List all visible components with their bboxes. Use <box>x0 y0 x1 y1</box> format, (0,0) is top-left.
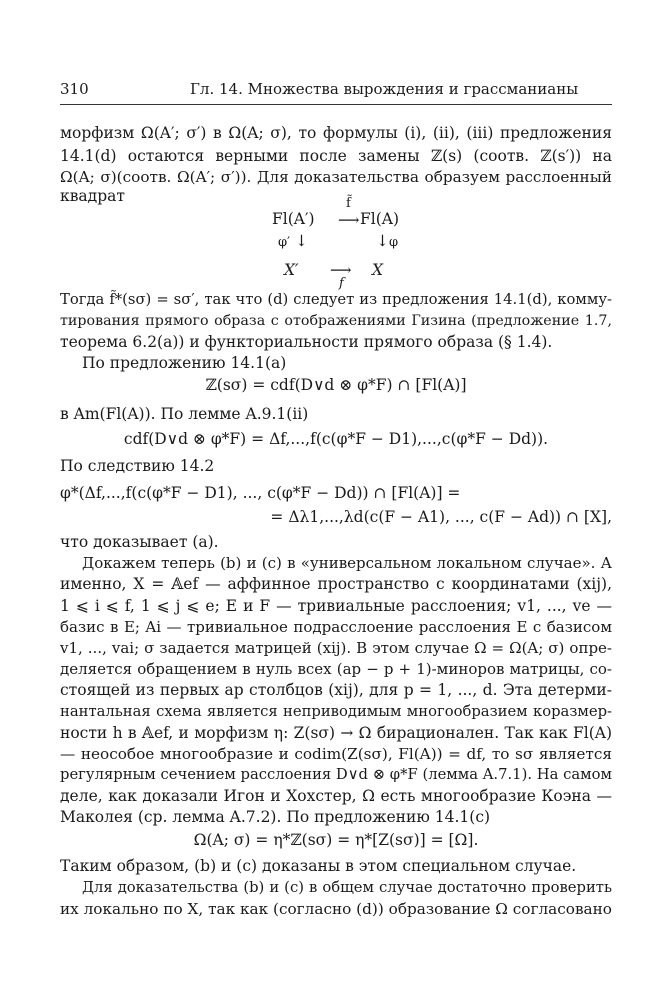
text-line: базис в E; Ai — тривиальное подрасслоение расслоения E с базисом <box>60 618 612 636</box>
text-line: нантальная схема является неприводимым многообразием коразмер- <box>60 703 612 720</box>
bottom-arrow-icon: ⟶ <box>330 261 352 279</box>
text-line: По следствию 14.2 <box>60 457 215 475</box>
text-line: 14.1(d) остаются верными после замены ℤ(s) (соотв. ℤ(s′)) на <box>60 147 612 165</box>
formula: ℤ(sσ) = cdf(D∨d ⊗ φ*F) ∩ [Fl(A)] <box>205 376 467 394</box>
page-number: 310 <box>60 80 89 98</box>
diagram-top-left: Fl(A′) <box>272 210 315 228</box>
text-line: в Am(Fl(A)). По лемме A.9.1(ii) <box>60 405 309 423</box>
text-line: Тогда f̃*(sσ) = sσ′, так что (d) следует из предложения 14.1(d), комму- <box>60 291 612 308</box>
text-line: Маколея (ср. лемма A.7.2). По предложению 14.1(c) <box>60 808 491 826</box>
text-line: — неособое многообразие и codim(Z(sσ), Fl(A)) = df, то sσ является <box>60 745 612 763</box>
diagram-top-right: Fl(A) <box>360 210 399 228</box>
down-arrow-icon: ↓ <box>295 232 308 250</box>
text-line: квадрат <box>60 187 125 205</box>
diagram-bottom-right: X <box>372 261 384 279</box>
formula: = Δλ1,...,λd(c(F − A1), ..., c(F − Ad)) ∩ [X], <box>270 508 612 526</box>
formula: φ*(Δf,...,f(c(φ*F − D1), ..., c(φ*F − Dd)) ∩ [Fl(A)] = <box>60 484 461 502</box>
top-arrow-icon: ⟶ <box>338 211 360 229</box>
diagram-right-arrow-label: φ <box>389 235 399 250</box>
text-line: регулярным сечением расслоения D∨d ⊗ φ*F (лемма A.7.1). На самом <box>60 766 612 783</box>
text-line: 1 ⩽ i ⩽ f, 1 ⩽ j ⩽ e; E и F — тривиальные расслоения; v1, ..., ve — <box>60 597 612 615</box>
running-header <box>60 80 612 102</box>
text-line: что доказывает (a). <box>60 533 219 551</box>
text-line: Таким образом, (b) и (c) доказаны в этом специальном случае. <box>60 857 577 875</box>
text-line: По предложению 14.1(a) <box>82 354 287 372</box>
down-arrow-icon: ↓ <box>376 232 389 250</box>
text-line: деле, как доказали Игон и Хохстер, Ω есть многообразие Коэна — <box>60 787 612 805</box>
diagram-top-arrow-label: f̃ <box>346 196 351 211</box>
text-line: ности h в 𝔸ef, и морфизм η: Z(sσ) → Ω бирационален. Так как Fl(A) <box>60 724 612 742</box>
text-line: их локально по X, так как (согласно (d)) образование Ω согласовано <box>60 900 612 918</box>
text-line: Для доказательства (b) и (c) в общем случае достаточно проверить <box>82 879 612 896</box>
text-line: теорема 6.2(a)) и функториальности прямого образа (§ 1.4). <box>60 333 553 351</box>
text-line: стоящей из первых ap столбцов (xij), для p = 1, ..., d. Эта детерми- <box>60 681 612 699</box>
text-line: тирования прямого образа с отображениями Гизина (предложение 1.7, <box>60 313 612 329</box>
diagram-left-arrow-label: φ′ <box>278 235 291 250</box>
formula: cdf(D∨d ⊗ φ*F) = Δf,...,f(c(φ*F − D1),...,c(φ*F − Dd)). <box>123 430 549 448</box>
text-line: Докажем теперь (b) и (c) в «универсальном локальном случае». А <box>82 554 612 572</box>
diagram-bottom-left: X′ <box>284 261 299 279</box>
text-line: морфизм Ω(A′; σ′) в Ω(A; σ), то формулы (i), (ii), (iii) предложения <box>60 124 612 142</box>
text-line: Ω(A; σ)(соотв. Ω(A′; σ′)). Для доказательства образуем расслоенный <box>60 168 612 186</box>
header-rule <box>60 104 612 105</box>
text-line: именно, X = 𝔸ef — аффинное пространство с координатами (xij), <box>60 575 612 593</box>
formula: Ω(A; σ) = η*ℤ(sσ) = η*[Z(sσ)] = [Ω]. <box>193 831 479 849</box>
diagram-bottom-arrow-label: f <box>339 276 344 291</box>
text-line: деляется обращением в нуль всех (ap − p + 1)-миноров матрицы, со- <box>60 660 612 678</box>
text-line: v1, ..., vai; σ задается матрицей (xij). В этом случае Ω = Ω(A; σ) опре- <box>60 639 612 657</box>
chapter-title: Гл. 14. Множества вырождения и грассманианы <box>190 80 579 98</box>
